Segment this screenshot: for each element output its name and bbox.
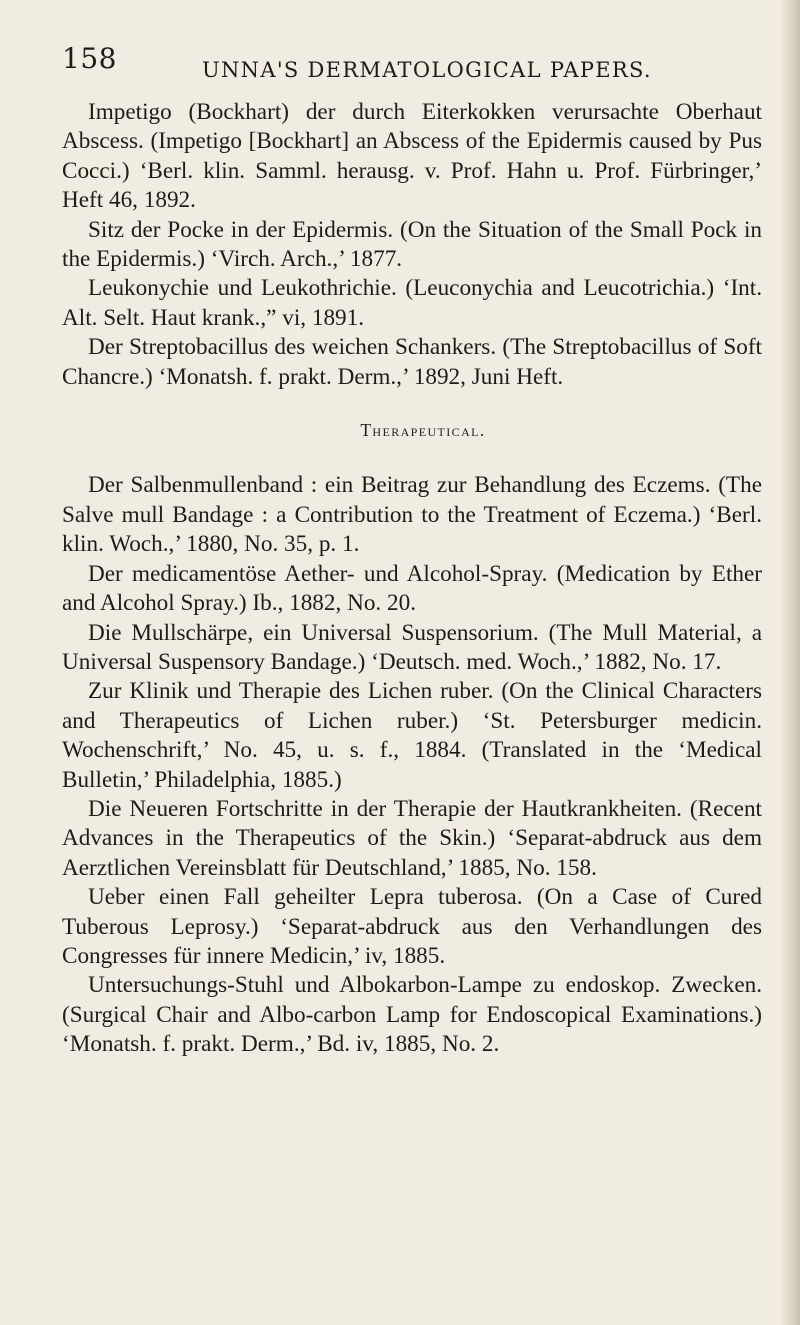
bibliography-entry: Ueber einen Fall geheilter Lepra tuberosa. (On a Case of Cured Tuberous Leprosy.) ‘Separat-abdruck aus den Verhandlungen des Congresses für innere Medicin,’ iv, 1885. xyxy=(62,884,762,969)
bibliography-entry: Die Mullschärpe, ein Universal Suspensorium. (The Mull Material, a Universal Suspensory Bandage.) ‘Deutsch. med. Woch.,’ 1882, No. 17. xyxy=(62,619,762,675)
bibliography-entry: Die Neueren Fortschritte in der Therapie der Hautkrankheiten. (Recent Advances in the Therapeutics of the Skin.) ‘Separat-abdruck aus dem Aerztlichen Vereinsblatt für Deutschland,’ 1885, No. 158. xyxy=(62,795,762,881)
section-heading: Therapeutical. xyxy=(360,420,486,441)
bibliography-entry: Der medicamentöse Aether- und Alcohol-Spray. (Medication by Ether and Alcohol Spray.) Ib., 1882, No. 20. xyxy=(62,560,762,617)
bibliography-entry: Der Salbenmullenband : ein Beitrag zur Behandlung des Eczems. (The Salve mull Bandage : a Contribution to the Treatment of Eczema.) ‘Berl. klin. Woch.,’ 1880, No. 35, p. 1. xyxy=(62,472,762,558)
bibliography-entry: Leukonychie und Leukothrichie. (Leuconychia and Leucotrichia.) ‘Int. Alt. Selt. Haut krank.,” vi, 1891. xyxy=(62,275,762,331)
bibliography-entry: Untersuchungs-Stuhl und Albokarbon-Lampe zu endoskop. Zwecken. (Surgical Chair and Albo-carbon Lamp for Endoscopical Examinations.) ‘Monatsh. f. prakt. Derm.,’ Bd. iv, 1885, No. 2. xyxy=(62,972,762,1058)
bibliography-entry: Impetigo (Bockhart) der durch Eiterkokken verursachte Oberhaut Abscess. (Impetigo [Bockhart] an Abscess of the Epidermis caused by Pus Cocci.) ‘Berl. klin. Samml. herausg. v. Prof. Hahn u. Prof. Fürbringer,’ Heft 46, 1892. xyxy=(62,99,762,214)
page-body xyxy=(62,98,762,1060)
running-head: UNNA'S DERMATOLOGICAL PAPERS. xyxy=(202,58,652,82)
bibliography-entry: Sitz der Pocke in der Epidermis. (On the Situation of the Small Pock in the Epidermis.) ‘Virch. Arch.,’ 1877. xyxy=(62,216,762,273)
bibliography-entry: Zur Klinik und Therapie des Lichen ruber. (On the Clinical Characters and Therapeutics of Lichen ruber.) ‘St. Petersburger medicin. Wochenschrift,’ No. 45, u. s. f., 1884. (Translated in the ‘Medical Bulletin,’ Philadelphia, 1885.) xyxy=(62,678,762,793)
bibliography-entry: Der Streptobacillus des weichen Schankers. (The Streptobacillus of Soft Chancre.) ‘Monatsh. f. prakt. Derm.,’ 1892, Juni Heft. xyxy=(62,334,762,390)
page-number: 158 xyxy=(62,42,117,75)
page-header xyxy=(62,42,760,82)
page-edge-shadow xyxy=(782,0,800,1325)
